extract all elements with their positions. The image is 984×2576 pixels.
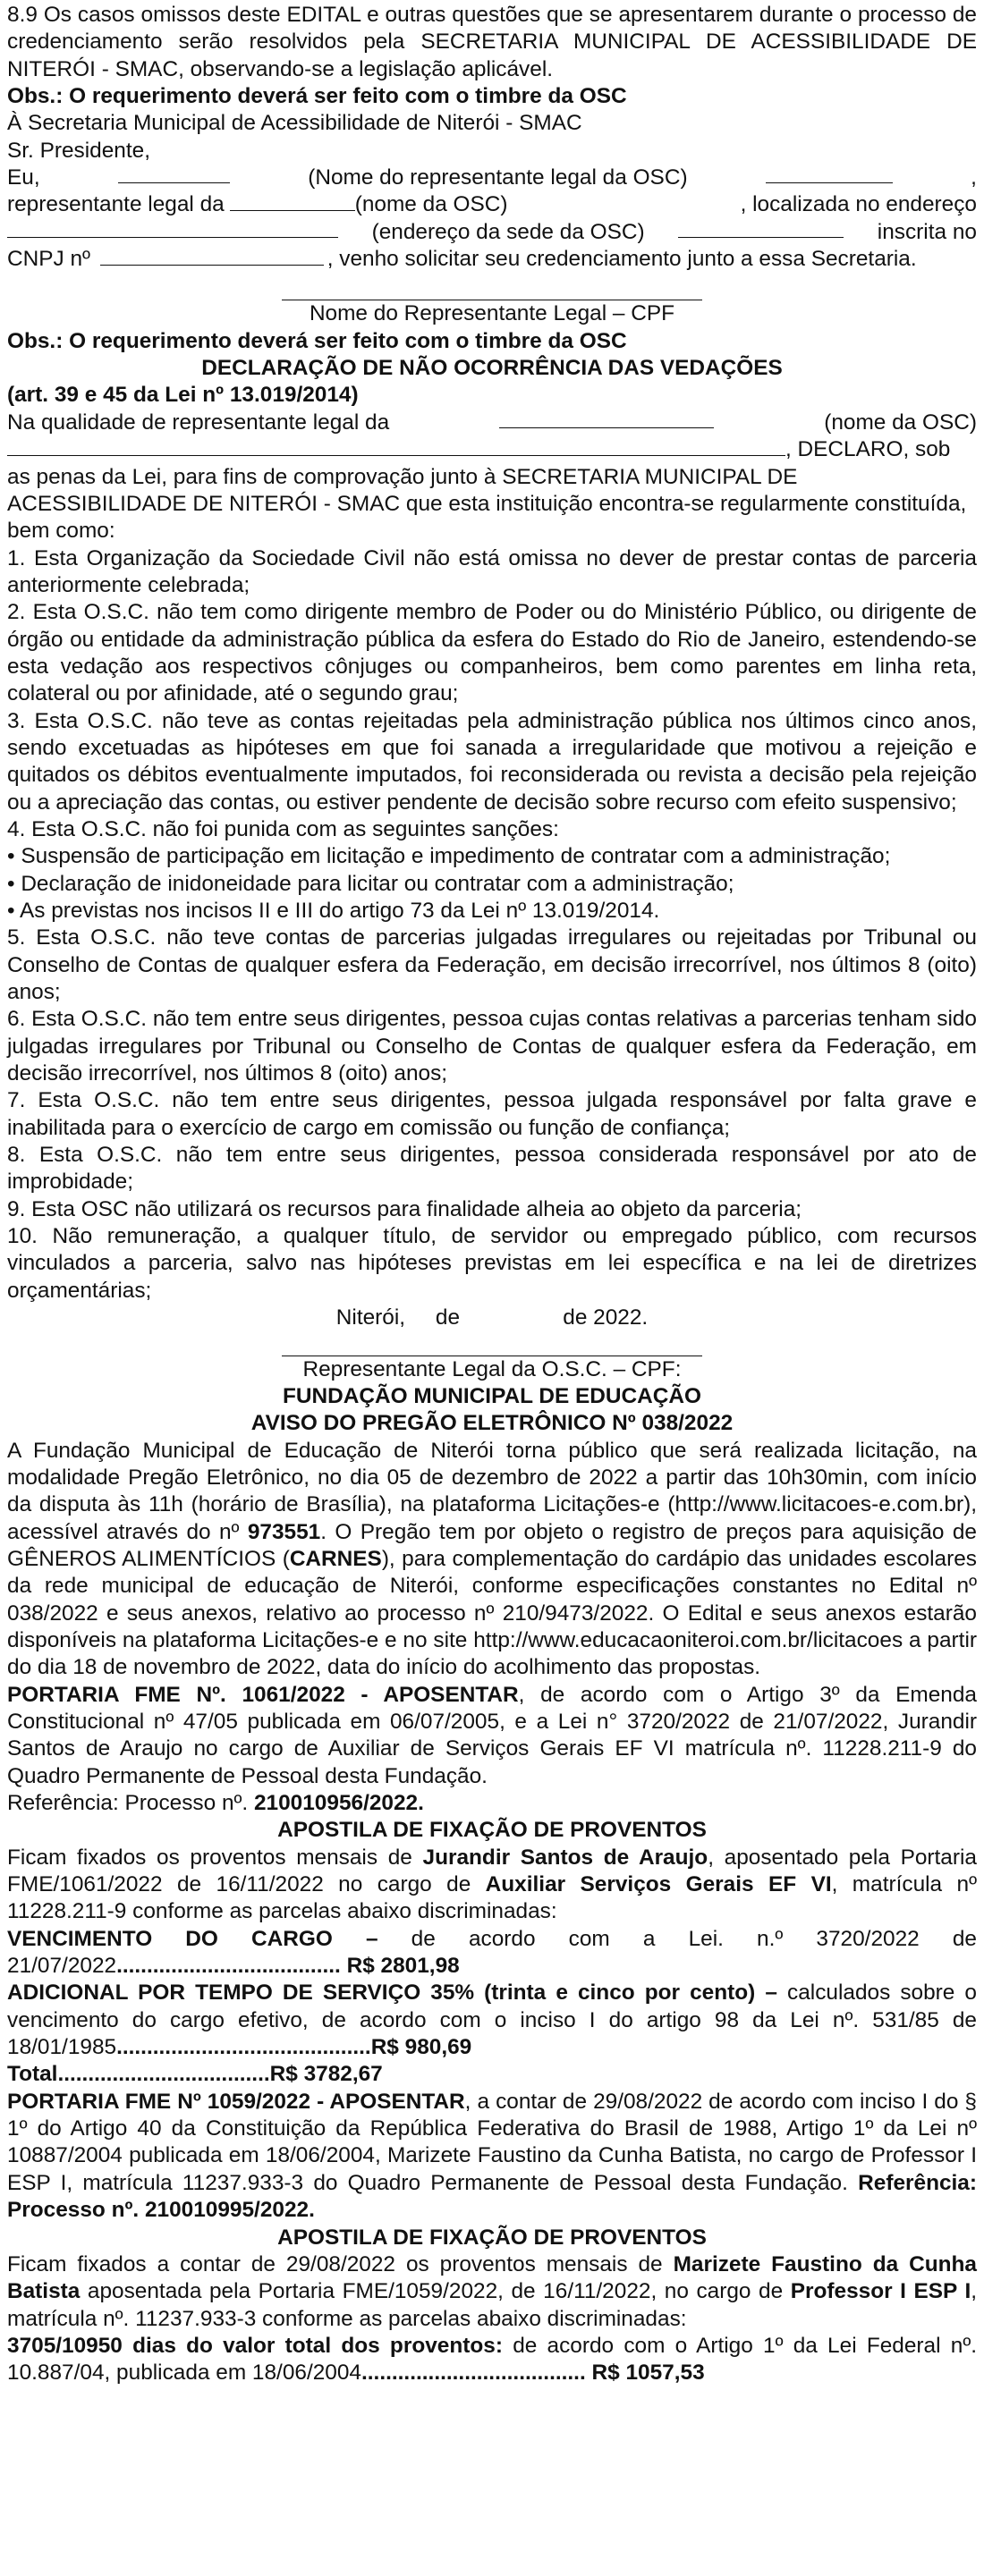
apostila-body-2: Ficam fixados a contar de 29/08/2022 os proventos mensais de Marizete Faustino da Cunha Batista aposentada pela Portaria FME/1059/2022, de 16/11/2022, no cargo de Professor I ESP I, matrícula nº. 11237.933-3 conforme as parcelas abaixo discriminadas: xyxy=(7,2251,977,2331)
ordinance-1061: PORTARIA FME Nº. 1061/2022 - APOSENTAR, de acordo com o Artigo 3º da Emenda Constitucional nº 47/05 publicada em 06/07/2005, e a Lei n° 3720/2022 de 21/07/2022, Jurandir Santos de Araujo no cargo de Auxiliar de Serviços Gerais EF VI matrícula nº. 11228.211-9 do Quadro Permanente de Pessoal desta Fundação. xyxy=(7,1682,977,1788)
declaration-items xyxy=(7,545,977,1305)
section-title-fme: FUNDAÇÃO MUNICIPAL DE EDUCAÇÃO xyxy=(283,1383,701,1408)
request-recipient: À Secretaria Municipal de Acessibilidade de Niterói - SMAC xyxy=(7,111,582,136)
obs-letterhead-note: Obs.: O requerimento deverá ser feito com o timbre da OSC xyxy=(7,84,627,109)
notice-body: A Fundação Municipal de Educação de Niterói torna público que será realizada licitação, na modalidade Pregão Eletrônico, no dia 05 de dezembro de 2022 a partir das 10h30min, com início da disputa às 11h (horário de Brasília), na plataforma Licitações-e (http://www.licitacoes-e.com.br), acessível através do nº 973551. O Pregão tem por objeto o registro de preços para aquisição de GÊNEROS ALIMENTÍCIOS (CARNES), para complementação do cardápio das unidades escolares da rede municipal de educação de Niterói, conforme especificações constantes no Edital nº 038/2022 e seus anexos, relativo ao processo nº 210/9473/2022. O Edital e seus anexos estarão disponíveis na plataforma Licitações-e e no site http://www.educacaoniteroi.com.br/licitacoes a partir do dia 18 de novembro de 2022, data do início do acolhimento das propostas. xyxy=(7,1438,977,1680)
declaration-item: 10. Não remuneração, a qualquer título, de servidor ou empregado público, com recursos vinculados a parceria, salvo nas hipóteses previstas em lei específica e na lei de diretrizes orçamentárias; xyxy=(7,1224,977,1303)
request-body-line-1: Eu, (Nome do representante legal da OSC) , xyxy=(7,165,977,190)
declaration-item: 7. Esta O.S.C. não tem entre seus dirigentes, pessoa julgada responsável por falta grave e inabilitada para o exercício de cargo em comissão ou função de confiança; xyxy=(7,1088,977,1140)
blank-field xyxy=(7,219,338,238)
request-body-line-4: CNPJ nº , venho solicitar seu credenciamento junto a essa Secretaria. xyxy=(7,247,917,272)
declaration-bullet: • Declaração de inidoneidade para licitar ou contratar com a administração; xyxy=(7,871,734,896)
declaration-item: 4. Esta O.S.C. não foi punida com as seguintes sanções: xyxy=(7,816,559,841)
blank-field xyxy=(230,192,355,211)
total-line: Total...................................R$ 3782,67 xyxy=(7,2062,383,2087)
declaration-item: 8. Esta O.S.C. não tem entre seus dirigentes, pessoa considerada responsável por ato de improbidade; xyxy=(7,1143,977,1195)
clause-8-9: 8.9 Os casos omissos deste EDITAL e outras questões que se apresentarem durante o processo de credenciamento serão resolvidos pela SECRETARIA MUNICIPAL DE ACESSIBILIDADE DE NITERÓI - SMAC, observando-se a legislação aplicável. xyxy=(7,3,977,81)
declaration-item: 1. Esta Organização da Sociedade Civil não está omissa no dever de prestar contas de parceria anteriormente celebrada; xyxy=(7,545,977,597)
proportional-proventos-line: 3705/10950 dias do valor total dos proventos: de acordo com o Artigo 1º da Lei Federal nº. 10.887/04, publicada em 18/06/2004..................................... R$ 1057,53 xyxy=(7,2333,977,2386)
declaration-bullet: • Suspensão de participação em licitação e impedimento de contratar com a administração; xyxy=(7,844,891,869)
signature-name-label: Nome do Representante Legal – CPF xyxy=(309,301,675,326)
blank-field xyxy=(118,165,230,183)
declaration-item: 9. Esta OSC não utilizará os recursos para finalidade alheia ao objeto da parceria; xyxy=(7,1196,802,1221)
declaration-title: DECLARAÇÃO DE NÃO OCORRÊNCIA DAS VEDAÇÕES xyxy=(201,356,783,381)
obs-letterhead-note-2: Obs.: O requerimento deverá ser feito com o timbre da OSC xyxy=(7,328,627,353)
apostila-title-1: APOSTILA DE FIXAÇÃO DE PROVENTOS xyxy=(277,1818,707,1843)
declaration-intro: Na qualidade de representante legal da (nome da OSC) , DECLARO, sob as penas da Lei, para fins de comprovação junto à SECRETARIA MUNICIPAL DE ACESSIBILIDADE DE NITERÓI - SMAC que esta instituição encontra-se regularmente constituída, bem como: xyxy=(7,410,977,544)
blank-field xyxy=(766,165,893,183)
request-body xyxy=(7,165,977,273)
date-line: Niterói, de de 2022. xyxy=(335,1305,649,1330)
seniority-bonus-line: ADICIONAL POR TEMPO DE SERVIÇO 35% (trinta e cinco por cento) – calculados sobre o vencimento do cargo efetivo, de acordo com o inciso I do artigo 98 da Lei nº. 531/85 de 18/01/1985..........................................R$ 980,69 xyxy=(7,1981,977,2060)
blank-field xyxy=(7,437,785,456)
blank-field xyxy=(678,219,844,238)
declaration-item: 6. Esta O.S.C. não tem entre seus dirigentes, pessoa cujas contas relativas a parcerias tenham sido julgadas irregulares por Tribunal ou Conselho de Contas de qualquer esfera da Federação, em decisão irrecorrível, nos últimos 8 (oito) anos; xyxy=(7,1007,977,1086)
signature-osc-label: Representante Legal da O.S.C. – CPF: xyxy=(302,1356,682,1381)
salary-base-line: VENCIMENTO DO CARGO – de acordo com a Lei. n.º 3720/2022 de 21/07/2022..................................... R$ 2801,98 xyxy=(7,1926,977,1979)
request-body-line-3: (endereço da sede da OSC) inscrita no xyxy=(7,219,977,246)
request-greeting: Sr. Presidente, xyxy=(7,138,150,163)
declaration-item: 5. Esta O.S.C. não teve contas de parcerias julgadas irregulares ou rejeitadas por Tribunal ou Conselho de Contas de qualquer esfera da Federação, em decisão irrecorrível, nos últimos 8 (oito) anos; xyxy=(7,925,977,1005)
blank-field xyxy=(100,247,324,266)
apostila-title-2: APOSTILA DE FIXAÇÃO DE PROVENTOS xyxy=(277,2225,707,2250)
ordinance-1061-reference: Referência: Processo nº. 210010956/2022. xyxy=(7,1791,424,1815)
blank-field xyxy=(499,410,714,428)
request-body-line-2: representante legal da (nome da OSC) , localizada no endereço xyxy=(7,192,977,217)
apostila-body-1: Ficam fixados os proventos mensais de Jurandir Santos de Araujo, aposentado pela Portaria FME/1061/2022 de 16/11/2022 no cargo de Auxiliar Serviços Gerais EF VI, matrícula nº 11228.211-9 conforme as parcelas abaixo discriminadas: xyxy=(7,1845,977,1924)
declaration-articles: (art. 39 e 45 da Lei nº 13.019/2014) xyxy=(7,383,359,408)
declaration-item: 2. Esta O.S.C. não tem como dirigente membro de Poder ou do Ministério Público, ou dirigente de órgão ou entidade da administração pública da esfera do Estado do Rio de Janeiro, estendendo-se esta vedação aos respectivos cônjuges ou companheiros, bem como parentes em linha reta, colateral ou por afinidade, até o segundo grau; xyxy=(7,600,977,706)
ordinance-1059: PORTARIA FME Nº 1059/2022 - APOSENTAR, a contar de 29/08/2022 de acordo com inciso I do § 1º do Artigo 40 da Constituição da República Federativa do Brasil de 1988, Artigo 1º da Lei nº 10887/2004 publicada em 18/06/2004, Marizete Faustino da Cunha Batista, no cargo de Professor I ESP I, matrícula 11237.933-3 do Quadro Permanente de Pessoal desta Fundação. Referência: Processo nº. 210010995/2022. xyxy=(7,2089,977,2223)
notice-title: AVISO DO PREGÃO ELETRÔNICO Nº 038/2022 xyxy=(250,1411,734,1436)
declaration-item: 3. Esta O.S.C. não teve as contas rejeitadas pela administração pública nos últimos cinco anos, sendo excetuadas as hipóteses em que foi sanada a irregularidade que motivou a rejeição e quitados os débitos eventualmente imputados, foi reconsiderada ou revista a decisão pela rejeição ou a apreciação das contas, ou estiver pendente de decisão sobre recurso com efeito suspensivo; xyxy=(7,708,977,815)
declaration-bullet: • As previstas nos incisos II e III do artigo 73 da Lei nº 13.019/2014. xyxy=(7,899,660,923)
